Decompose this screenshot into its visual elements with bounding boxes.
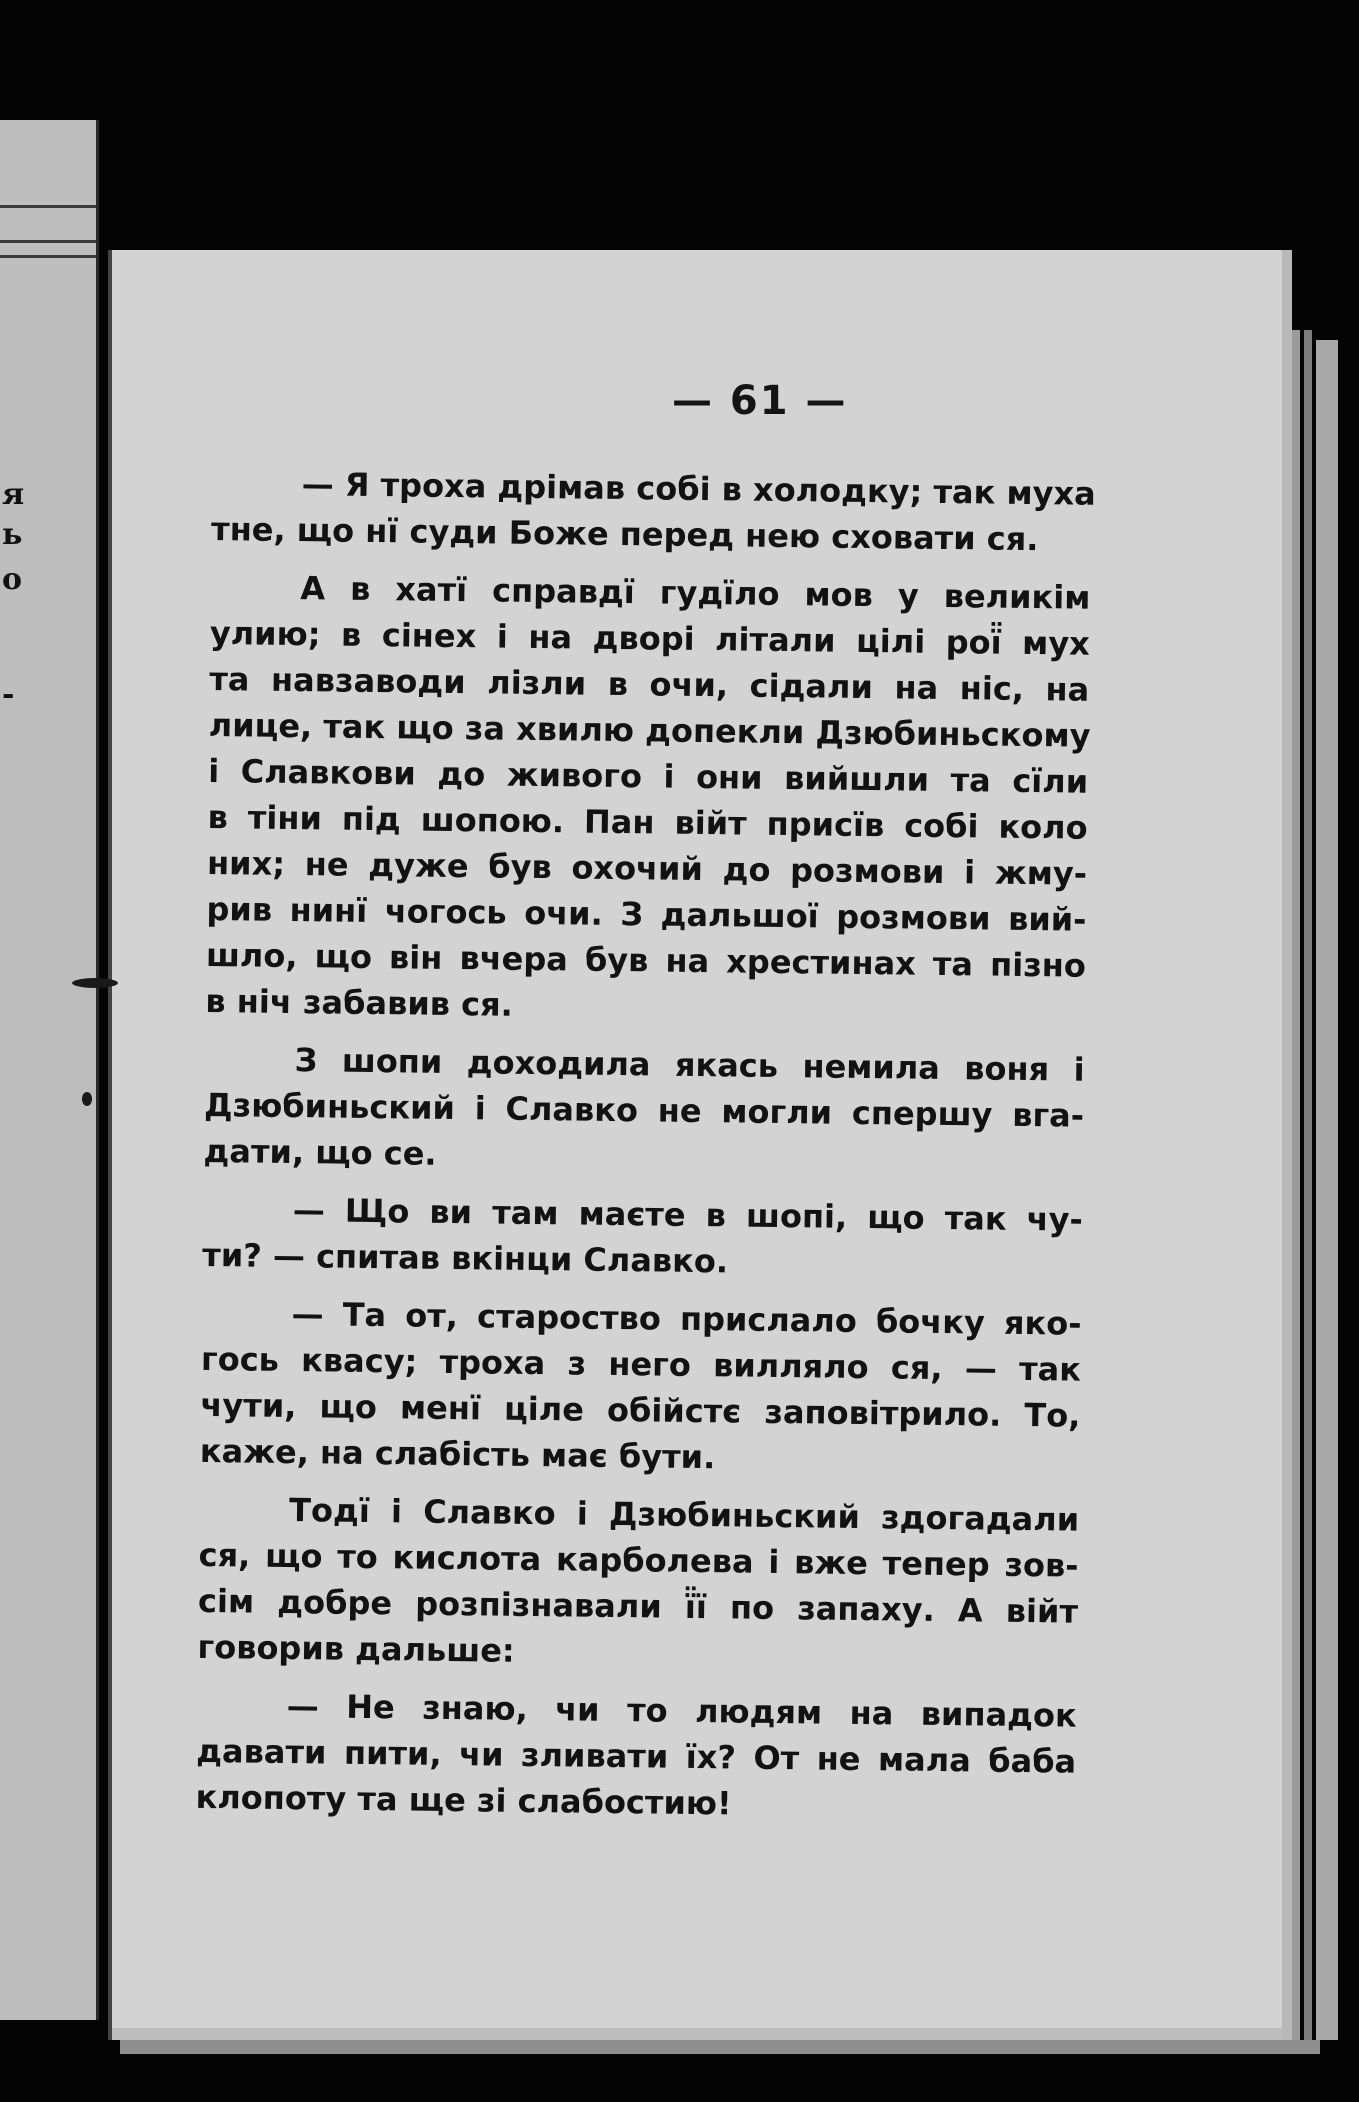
paragraph [205, 564, 1091, 1035]
text-line: Тодї і Славко і Дзюбиньский здогадали [288, 1491, 1080, 1539]
text-line: них; не дуже був охочий до розмови і жму- [206, 843, 1088, 893]
paragraph [200, 1290, 1082, 1485]
page-edge-line [0, 255, 96, 258]
text-line: і Славкови до живого і они вийшли та сїли [207, 751, 1089, 801]
body-text [195, 460, 1096, 1831]
text-line: А в хатї справдї гудїло мов у великім [300, 569, 1091, 617]
paragraph [195, 1682, 1077, 1831]
paragraph [210, 460, 1096, 563]
paragraph [203, 1036, 1085, 1185]
text-line: лице, так що за хвилю допекли Дзюбиньскому [208, 705, 1091, 755]
text-line: давати пити, чи зливати їх? От не мала баба [195, 1731, 1077, 1781]
text-line: — Що ви там маєте в шопі, що так чу- [292, 1191, 1084, 1239]
text-line: Дзюбиньский і Славко не могли спершу вга- [203, 1085, 1085, 1135]
previous-page-glyph: о [2, 562, 23, 597]
page-number: — 61 — [672, 378, 848, 424]
text-line: — Не знаю, чи то людям на випадок [286, 1687, 1077, 1735]
page-stack-edge [1304, 330, 1312, 2050]
binding-mark [82, 1092, 92, 1106]
page-edge-line [0, 240, 96, 243]
text-line: сім добре розпізнавали ї̈ї по запаху. А війт [197, 1581, 1079, 1631]
text-line: тне, що нї суди Боже перед нею сховати ся. [210, 509, 1039, 559]
page-edge-line [0, 205, 96, 208]
text-line: — Я троха дрімав собі в холодку; так муха [301, 465, 1096, 513]
paragraph [197, 1486, 1079, 1681]
text-line: ся, що то кислота карболева і вже тепер зов- [198, 1535, 1079, 1585]
text-line: та навзаводи лізли в очи, сідали на ніс, на [209, 659, 1090, 709]
previous-page-edge [0, 120, 99, 2020]
text-line: каже, на слабість має бути. [199, 1431, 716, 1477]
page-stack-edge [1316, 340, 1338, 2040]
text-line: в ніч забавив ся. [205, 981, 514, 1024]
text-line: — Та от, староство прислало бочку яко- [291, 1295, 1082, 1343]
text-line: говорив дальше: [197, 1627, 515, 1670]
text-line: улию; в сінех і на дворі літали цілі рої̈ мух [209, 613, 1091, 663]
text-line: шло, що він вчера був на хрестинах та пізно [205, 935, 1087, 985]
text-line: ти? — спитав вкінци Славко. [202, 1235, 729, 1281]
text-line: чути, що менї ціле обійстє заповітрило. То, [200, 1385, 1081, 1435]
text-line: рив нинї чогось очи. З дальшої розмови вий- [206, 889, 1087, 939]
book-page [108, 250, 1292, 2040]
previous-page-glyph: - [2, 677, 15, 712]
text-line: в тіни під шопою. Пан війт присїв собі коло [207, 797, 1088, 847]
text-line: З шопи доходила якась немила воня і [294, 1041, 1085, 1089]
paragraph [202, 1186, 1083, 1289]
previous-page-glyph: ь [2, 517, 23, 552]
binding-mark [72, 978, 118, 988]
text-line: дати, що се. [203, 1131, 437, 1173]
previous-page-glyph: я [2, 477, 25, 512]
text-line: гось квасу; троха з него вилляло ся, — так [200, 1339, 1082, 1389]
page-stack-edge [120, 2040, 1320, 2054]
text-line: клопоту та ще зі слабостию! [195, 1777, 732, 1823]
